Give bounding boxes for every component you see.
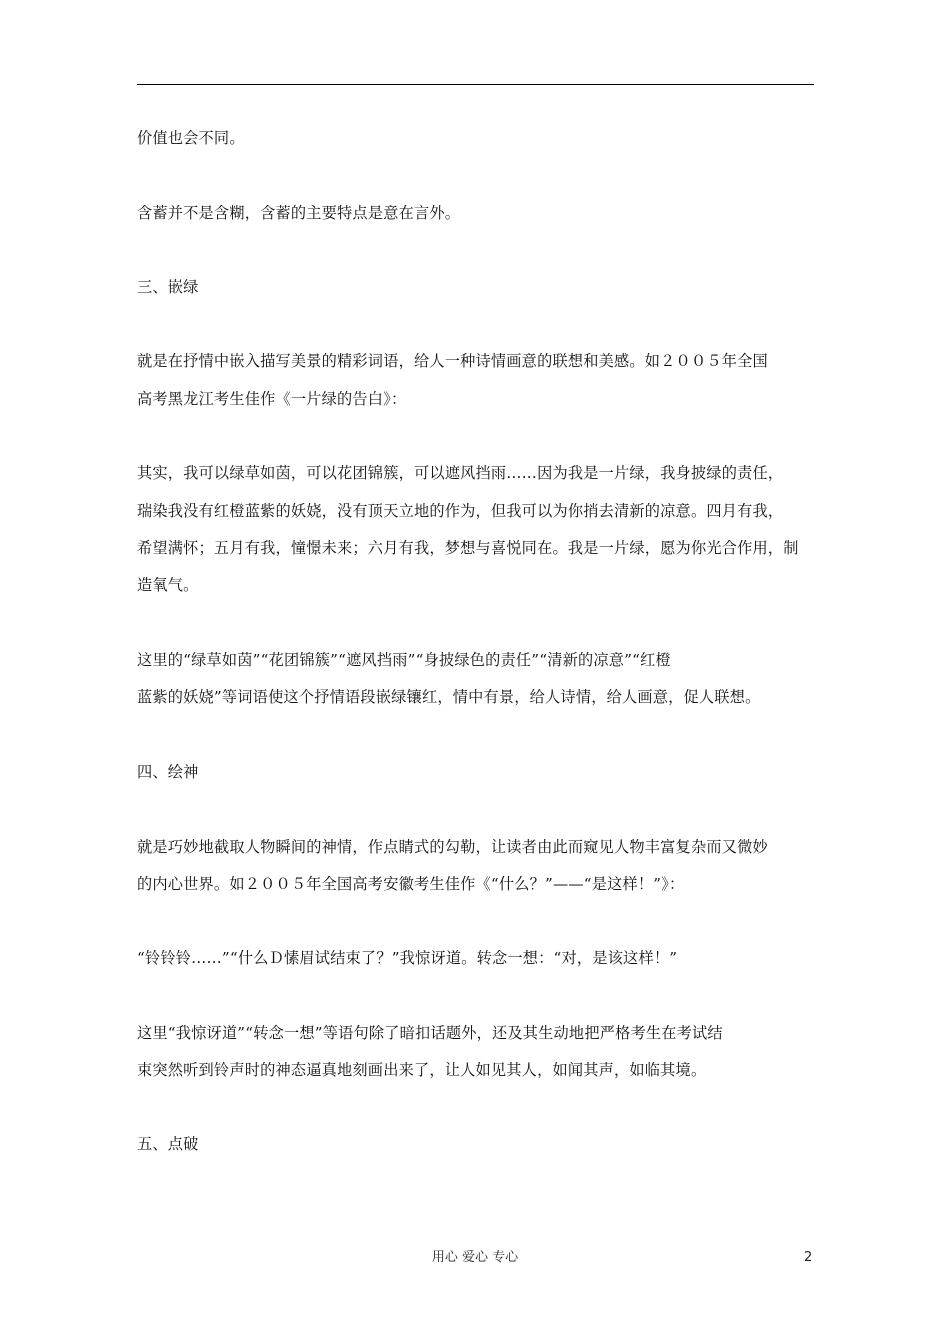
- paragraph-line: 束突然听到铃声时的神态逼真地刻画出来了，让人如见其人，如闻其声，如临其境。: [137, 1061, 707, 1079]
- paragraph-line: 高考黑龙江考生佳作《一片绿的告白》：: [137, 390, 407, 408]
- paragraph-line: 瑞染我没有红橙蓝紫的妖娆，没有顶天立地的作为，但我可以为你捎去清新的凉意。四月有我，: [137, 502, 784, 520]
- paragraph-line: 就是在抒情中嵌入描写美景的精彩词语，给人一种诗情画意的联想和美感。如２００５年全国: [137, 352, 768, 370]
- paragraph-line: 含蓄并不是含糊，含蓄的主要特点是意在言外。: [137, 204, 461, 222]
- paragraph-line: 其实，我可以绿草如茵，可以花团锦簇，可以遮风挡雨……因为我是一片绿，我身披绿的责任，: [137, 464, 784, 482]
- paragraph-line: 就是巧妙地截取人物瞬间的神情，作点睛式的勾勒，让读者由此而窥见人物丰富复杂而又微妙: [137, 838, 768, 856]
- paragraph-line: 希望满怀；五月有我，憧憬未来；六月有我，梦想与喜悦同在。我是一片绿，愿为你光合作用，制: [137, 539, 799, 557]
- page-number: 2: [804, 1250, 813, 1265]
- paragraph-line: 造氧气。: [137, 576, 199, 594]
- paragraph-line: 的内心世界。如２００５年全国高考安徽考生佳作《“什么？”——“是这样！”》：: [137, 875, 685, 893]
- paragraph-line: 这里“我惊讶道”“转念一想”等语句除了暗扣话题外，还及其生动地把严格考生在考试结: [137, 1024, 723, 1042]
- paragraph-line: 这里的“绿草如茵”“花团锦簇”“遮风挡雨”“身披绿色的责任”“清新的凉意”“红橙: [137, 651, 671, 669]
- paragraph-line: 蓝紫的妖娆”等词语使这个抒情语段嵌绿镶红，情中有景，给人诗情，给人画意，促人联想。: [137, 688, 761, 706]
- header-rule: [137, 84, 814, 85]
- paragraph-line: 价值也会不同。: [137, 129, 245, 147]
- section-heading: 四、绘神: [137, 763, 199, 781]
- paragraph-line: “铃铃铃……”“什么Ｄ愫眉试结束了？”我惊讶道。转念一想：“对，是该这样！”: [137, 949, 678, 967]
- section-heading: 三、嵌绿: [137, 278, 199, 296]
- footer-slogan: 用心 爱心 专心: [431, 1250, 519, 1265]
- section-heading: 五、点破: [137, 1135, 199, 1153]
